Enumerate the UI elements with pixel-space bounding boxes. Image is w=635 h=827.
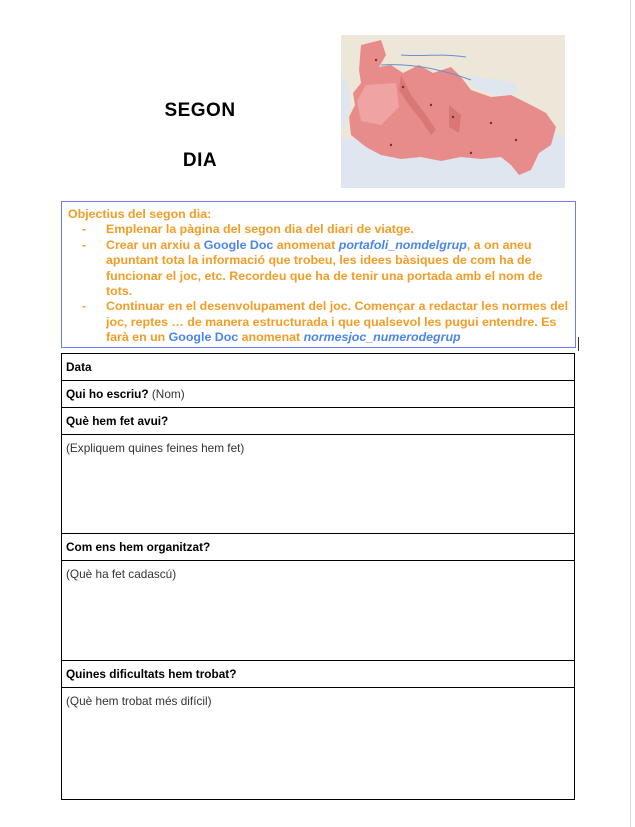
today-header-cell (62, 408, 575, 435)
today-hint: (Expliquem quines feines hem fet) (66, 441, 245, 455)
today-answer-cell[interactable] (62, 435, 575, 534)
objective-text: Continuar en el desenvolupament del joc. Començar a redactar les normes del joc, reptes … de manera estructurada i que qualsevol les pugui entendre. Es farà en un (106, 299, 569, 345)
objective-text: Emplenar la pàgina del segon dia del diari de viatge. (106, 222, 414, 237)
objective-text: , a on aneu apuntant tota la informació que trobeu, les idees bàsiques de com ha de funcionar el joc, etc. Recordeu que ha de tenir una portada amb el nom de tots. (106, 237, 543, 299)
bullet-dash: - (82, 299, 87, 314)
date-cell[interactable] (62, 354, 575, 381)
org-answer-cell[interactable] (62, 561, 575, 661)
google-doc-link[interactable]: Google Doc (168, 330, 239, 345)
author-hint: (Nom) (148, 387, 185, 401)
objective-item-3 (68, 299, 569, 345)
author-label: Qui ho escriu? (66, 387, 149, 401)
daily-log-table (61, 353, 575, 800)
objectives-list (68, 222, 569, 345)
diff-label: Quines dificultats hem trobat? (66, 667, 237, 681)
org-hint: (Què ha fet cadascú) (66, 567, 177, 581)
bullet-dash: - (82, 222, 87, 237)
doc-name: portafoli_nomdelgrup (338, 237, 467, 252)
page-title-line2: DIA (182, 150, 218, 171)
objectives-box (61, 201, 576, 348)
diff-hint: (Què hem trobat més difícil) (66, 694, 212, 708)
date-label: Data (66, 360, 92, 374)
org-header-cell (62, 534, 575, 561)
objective-item-1 (68, 222, 569, 237)
text-cursor (578, 337, 579, 351)
google-doc-link[interactable]: Google Doc (203, 237, 274, 252)
org-label: Com ens hem organitzat? (66, 540, 211, 554)
objective-item-2 (68, 238, 569, 300)
objective-text: anomenat (238, 330, 304, 345)
diff-answer-cell[interactable] (62, 688, 575, 800)
objective-text: anomenat (273, 237, 339, 252)
objectives-heading: Objectius del segon dia: (68, 207, 212, 221)
objective-text: Crear un arxiu a (106, 237, 204, 252)
roman-empire-map (341, 35, 565, 188)
author-cell[interactable] (62, 381, 575, 408)
doc-name: normesjoc_numerodegrup (303, 330, 461, 345)
page-edge (630, 0, 631, 827)
diff-header-cell (62, 661, 575, 688)
page-title-line1: SEGON (164, 100, 236, 121)
bullet-dash: - (82, 237, 87, 252)
today-label: Què hem fet avui? (66, 414, 169, 428)
